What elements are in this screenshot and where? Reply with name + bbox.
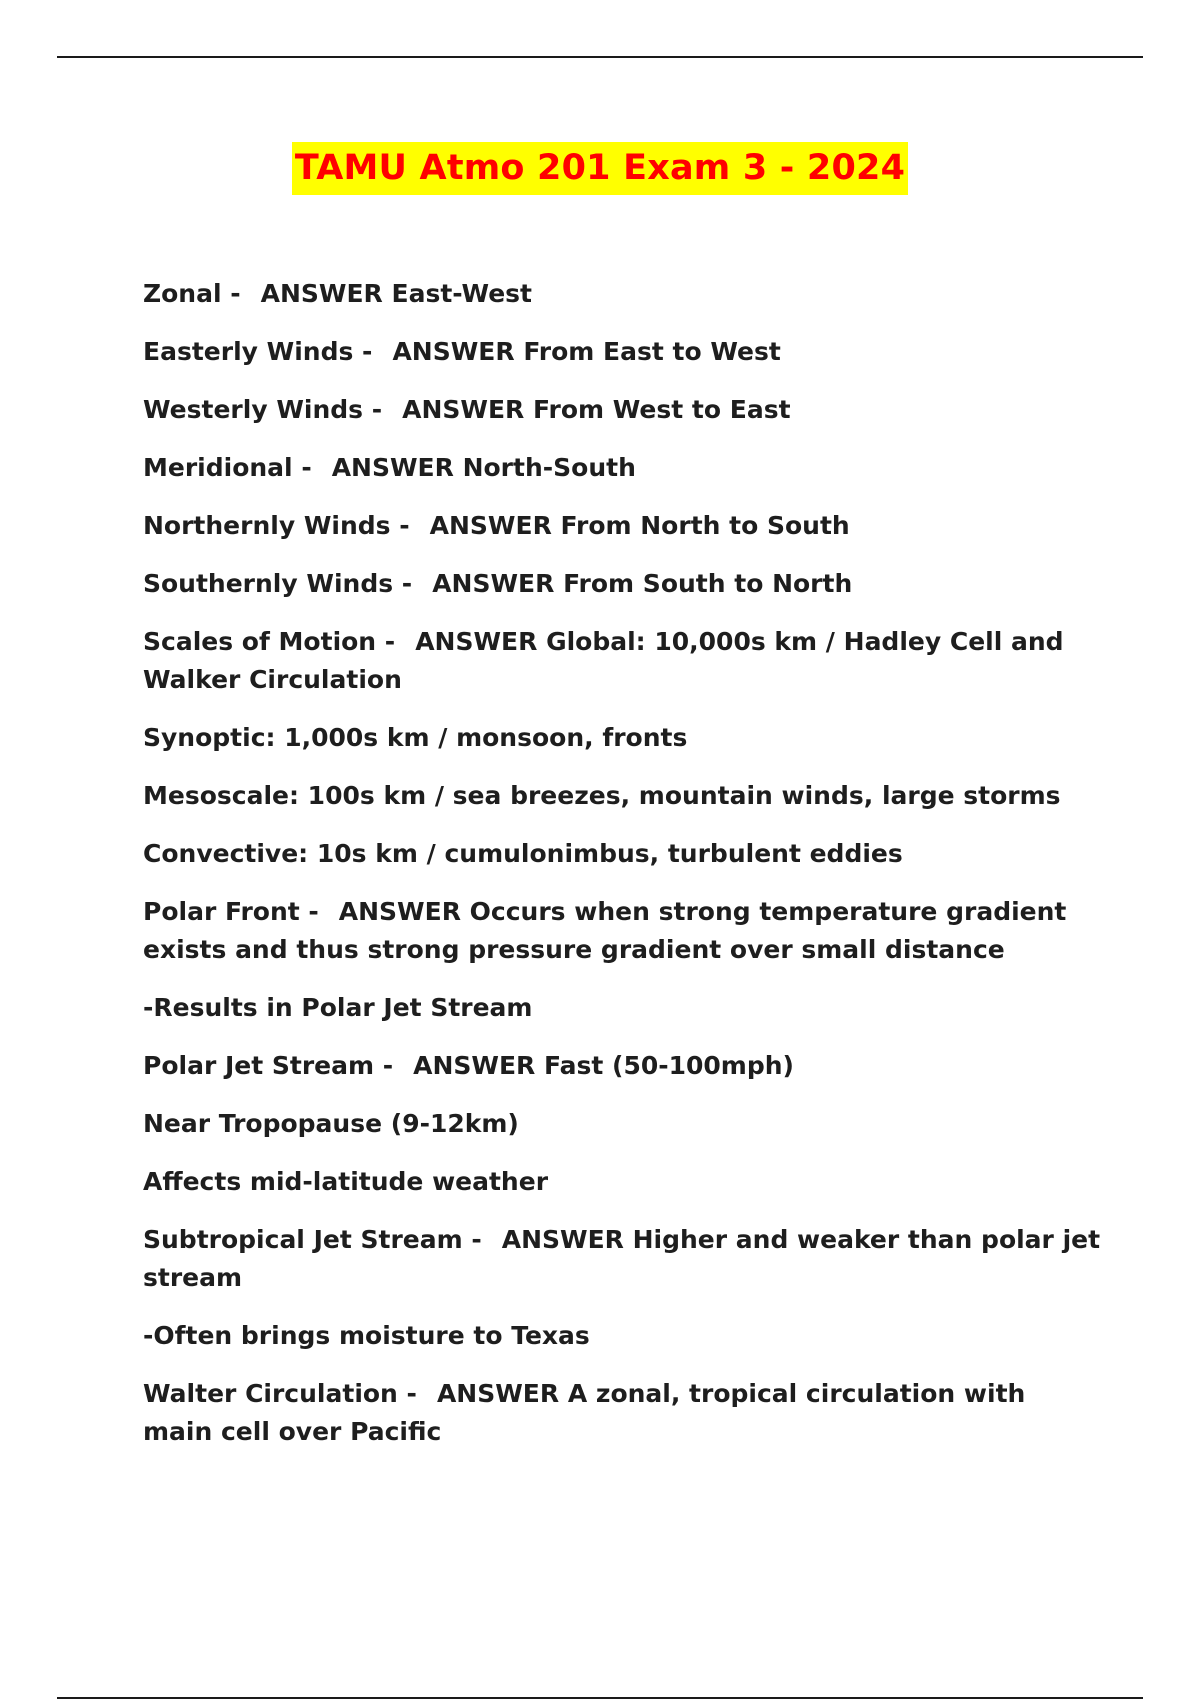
text-line-moisture-to-texas: -Often brings moisture to Texas <box>143 1321 590 1350</box>
term: Southernly Winds - <box>143 569 413 598</box>
term: Polar Front - <box>143 897 319 926</box>
answer: ANSWER East-West <box>260 279 533 308</box>
term: Meridional - <box>143 453 312 482</box>
qa-entry-meridional <box>143 449 1103 487</box>
qa-entry-southernly-winds <box>143 565 1103 603</box>
qa-entry-walter-circulation <box>143 1375 1103 1451</box>
term: Polar Jet Stream - <box>143 1051 394 1080</box>
qa-list <box>143 275 1103 1471</box>
term: Northernly Winds - <box>143 511 410 540</box>
qa-entry-subtropical-jet-stream <box>143 1221 1103 1297</box>
title-container <box>0 142 1200 195</box>
answer: ANSWER From West to East <box>402 395 791 424</box>
term: Easterly Winds - <box>143 337 373 366</box>
answer: ANSWER North-South <box>331 453 636 482</box>
qa-entry-northernly-winds <box>143 507 1103 545</box>
term: Walter Circulation - <box>143 1379 417 1408</box>
text-line-near-tropopause: Near Tropopause (9-12km) <box>143 1109 519 1138</box>
qa-entry-polar-front <box>143 893 1103 969</box>
qa-entry-westerly-winds <box>143 391 1103 429</box>
qa-entry-easterly-winds <box>143 333 1103 371</box>
answer: ANSWER From East to West <box>392 337 781 366</box>
document-title: TAMU Atmo 201 Exam 3 - 2024 <box>292 142 908 195</box>
qa-entry-scales-of-motion <box>143 623 1103 699</box>
text-line-mesoscale: Mesoscale: 100s km / sea breezes, mountain winds, large storms <box>143 781 1061 810</box>
text-line-convective: Convective: 10s km / cumulonimbus, turbulent eddies <box>143 839 903 868</box>
answer: ANSWER Global: 10,000s km / Hadley Cell and Walker Circulation <box>143 627 1064 694</box>
text-line-synoptic: Synoptic: 1,000s km / monsoon, fronts <box>143 723 688 752</box>
header-rule <box>57 56 1143 58</box>
answer: ANSWER A zonal, tropical circulation with main cell over Pacific <box>143 1379 1026 1446</box>
answer: ANSWER From North to South <box>429 511 850 540</box>
text-line-results-in-polar-jet: -Results in Polar Jet Stream <box>143 993 533 1022</box>
term: Zonal - <box>143 279 241 308</box>
footer-rule <box>57 1697 1143 1699</box>
qa-entry-zonal <box>143 275 1103 313</box>
answer: ANSWER Fast (50-100mph) <box>413 1051 794 1080</box>
answer: ANSWER From South to North <box>432 569 853 598</box>
answer: ANSWER Higher and weaker than polar jet stream <box>143 1225 1101 1292</box>
term: Subtropical Jet Stream - <box>143 1225 482 1254</box>
text-line-affects-mid-latitude: Affects mid-latitude weather <box>143 1167 549 1196</box>
answer: ANSWER Occurs when strong temperature gradient exists and thus strong pressure gradient over small distance <box>143 897 1067 964</box>
qa-entry-polar-jet-stream <box>143 1047 1103 1085</box>
term: Scales of Motion - <box>143 627 396 656</box>
term: Westerly Winds - <box>143 395 383 424</box>
